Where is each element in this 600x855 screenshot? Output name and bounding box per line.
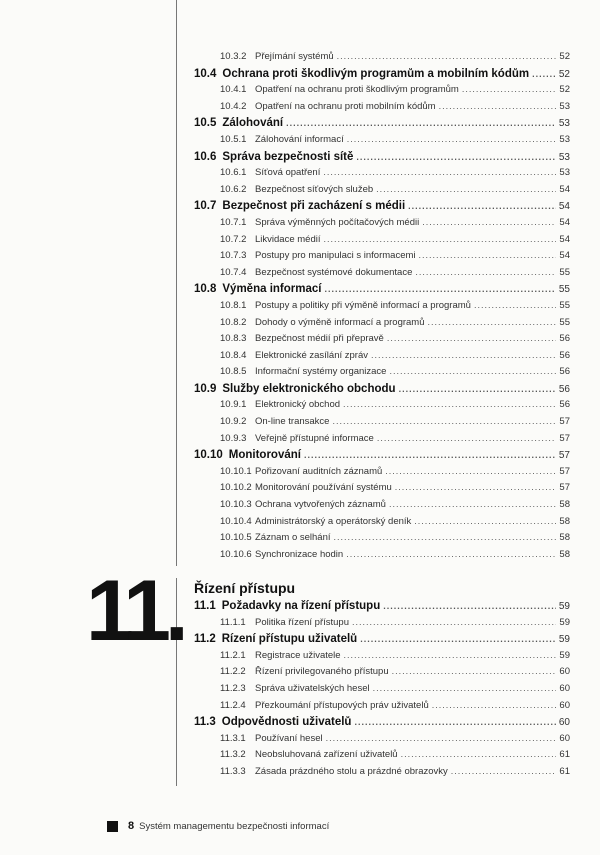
toc-section-entry [194,200,570,217]
entry-title: Veřejně přístupné informace [255,432,374,444]
dot-leader [346,549,556,559]
entry-page: 53 [559,100,570,112]
entry-number: 10.4.2 [220,100,247,112]
toc-subsection-entry [194,317,570,334]
entry-title: Přezkoumání přístupových práv uživatelů [255,699,429,711]
entry-number: 10.7.1 [220,216,247,228]
toc-subsection-entry [194,749,570,766]
chapter-title: Řízení přístupu [194,580,296,596]
entry-title: Bezpečnost médií při přepravě [255,333,384,345]
entry-title: Požadavky na řízení přístupu [221,600,381,612]
entry-title: Monitorování [228,449,301,462]
entry-page: 54 [559,233,570,245]
toc-subsection-entry [194,617,570,634]
toc-subsection-entry [194,366,570,383]
entry-page: 59 [558,601,570,612]
entry-page: 53 [558,118,570,130]
toc-subsection-entry [194,433,570,450]
entry-title: Ochrana proti škodlivým programům a mobilním kódům [222,67,530,80]
dot-leader [432,700,557,710]
entry-number: 10.7.2 [220,233,247,245]
entry-page: 54 [558,201,570,213]
toc-subsection-entry [194,84,570,101]
entry-number: 10.10.2 [220,482,252,494]
toc-subsection-entry [194,549,570,566]
dot-leader [344,650,557,660]
dot-leader [352,617,556,627]
entry-page: 60 [559,682,570,694]
entry-number: 10.10.6 [220,548,252,560]
dot-leader [401,749,557,759]
entry-title: Neobsluhovaná zařízení uživatelů [255,749,398,761]
toc-subsection-entry [194,683,570,700]
entry-title: Záznam o selhání [255,532,331,544]
dot-leader [419,250,557,260]
entry-page: 52 [559,51,570,62]
entry-title: Zásada prázdného stolu a prázdné obrazovky [255,765,448,777]
dot-leader [371,350,556,360]
toc-section-entry [194,716,570,733]
entry-page: 54 [559,216,570,228]
toc-subsection-entry [194,516,570,533]
entry-title: Postupy pro manipulaci s informacemi [255,250,416,262]
footer-square-mark [107,821,118,832]
entry-title: Registrace uživatele [255,649,341,661]
entry-title: Bezpečnost síťových služeb [255,183,374,195]
entry-page: 57 [558,450,570,462]
entry-number: 11.3.1 [220,732,246,744]
dot-leader [392,666,557,676]
entry-number: 10.10.1 [220,465,252,477]
entry-page: 56 [559,333,570,345]
entry-title: Správa bezpečnosti sítě [222,150,354,163]
entry-number: 10.4.1 [220,84,247,96]
entry-title: Elektronický obchod [255,399,341,411]
entry-number: 10.9 [194,382,217,395]
dot-leader [389,366,556,376]
entry-number: 11.2.1 [220,649,246,661]
entry-number: 10.8.5 [220,366,247,378]
entry-page: 55 [559,299,570,311]
entry-number: 10.6.2 [220,183,247,195]
entry-number: 10.10.5 [220,532,252,544]
entry-page: 59 [558,634,570,646]
dot-leader [332,416,556,426]
entry-title: Zálohování [222,117,284,130]
entry-page: 52 [558,68,570,80]
entry-title: On-line transakce [255,416,330,428]
entry-page: 56 [559,349,570,361]
entry-title: Odpovědnosti uživatelů [221,716,352,729]
entry-title: Zálohování informací [255,133,344,145]
dot-leader [451,766,557,776]
entry-title: Opatření na ochranu proti mobilním kódům [255,100,436,112]
toc-chapter-11 [194,600,570,783]
entry-number: 10.4 [194,67,217,80]
dot-leader [439,101,557,111]
entry-page: 58 [559,532,570,544]
dot-leader [324,284,555,294]
entry-page: 57 [559,416,570,428]
entry-title: Informační systémy organizace [255,366,387,378]
entry-page: 53 [558,151,570,163]
entry-number: 10.3.2 [220,51,247,62]
entry-number: 11.2.3 [220,682,246,694]
dot-leader [376,184,556,194]
entry-number: 10.8.4 [220,349,247,361]
toc-subsection-entry [194,267,570,284]
toc-section-entry [194,117,570,134]
toc-section-entry [194,600,570,617]
dot-leader [385,466,556,476]
entry-title: Monitorování používání systému [255,482,392,494]
entry-number: 10.10.3 [220,499,252,511]
toc-subsection-entry [194,134,570,151]
entry-page: 55 [559,316,570,328]
dot-leader [408,201,556,211]
toc-subsection-entry [194,350,570,367]
toc-subsection-entry [194,466,570,483]
toc-subsection-entry [194,499,570,516]
entry-page: 52 [559,84,570,96]
dot-leader [428,317,557,327]
entry-title: Politika řízení přístupu [255,616,349,628]
toc-section-entry [194,151,570,168]
entry-number: 10.10.4 [220,515,252,527]
entry-page: 57 [559,432,570,444]
toc-section-entry [194,633,570,650]
dot-leader [373,683,557,693]
entry-title: Likvidace médií [255,233,321,245]
toc-subsection-entry [194,250,570,267]
entry-title: Postupy a politiky při výměně informací a programů [255,299,471,311]
entry-title: Ochrana vytvořených záznamů [255,499,386,511]
entry-number: 11.2 [194,633,216,646]
entry-title: Síťová opatření [255,167,321,179]
dot-leader [337,51,557,61]
dot-leader [462,84,557,94]
toc-subsection-entry [194,532,570,549]
entry-number: 10.10 [194,449,223,462]
entry-page: 54 [559,250,570,262]
toc-section-10 [194,51,570,565]
toc-subsection-entry [194,700,570,717]
entry-page: 60 [558,717,570,729]
entry-title: Přejímání systémů [255,51,334,62]
entry-page: 60 [559,699,570,711]
entry-number: 10.9.1 [220,399,247,411]
dot-leader [415,267,556,277]
toc-subsection-entry [194,399,570,416]
toc-subsection-entry [194,51,570,68]
entry-page: 53 [559,133,570,145]
entry-number: 10.6.1 [220,167,247,179]
dot-leader [304,450,556,460]
entry-title: Administrátorský a operátorský deník [255,515,412,527]
dot-leader [286,118,556,128]
dot-leader [334,532,557,542]
entry-number: 10.5 [194,117,217,130]
entry-number: 11.2.2 [220,666,246,678]
dot-leader [343,399,556,409]
toc-subsection-entry [194,217,570,234]
entry-page: 57 [559,465,570,477]
dot-leader [399,384,556,394]
toc-section-entry [194,68,570,85]
entry-title: Bezpečnost systémové dokumentace [255,266,413,278]
page-footer [107,820,329,832]
entry-page: 56 [559,366,570,378]
entry-number: 10.9.3 [220,432,247,444]
entry-number: 10.7.3 [220,250,247,262]
toc-subsection-entry [194,234,570,251]
chapter-number: 11. [86,563,183,659]
entry-page: 56 [558,383,570,395]
book-title: Systém managementu bezpečnosti informací [139,820,330,832]
entry-title: Řízení přístupu uživatelů [221,633,358,646]
entry-number: 10.8.1 [220,299,247,311]
entry-title: Synchronizace hodin [255,548,344,560]
toc-subsection-entry [194,482,570,499]
dot-leader [377,433,557,443]
entry-page: 58 [559,548,570,560]
dot-leader [354,717,555,727]
toc-subsection-entry [194,300,570,317]
entry-number: 10.7.4 [220,266,247,278]
entry-page: 54 [559,183,570,195]
entry-number: 10.7 [194,200,217,213]
entry-title: Opatření na ochranu proti škodlivým programům [255,84,459,96]
dot-leader [422,217,556,227]
dot-leader [532,69,556,79]
toc-subsection-entry [194,333,570,350]
entry-number: 10.9.2 [220,416,247,428]
dot-leader [356,152,555,162]
entry-number: 11.2.4 [220,699,246,711]
entry-number: 11.1 [194,600,216,612]
toc-subsection-entry [194,167,570,184]
entry-title: Služby elektronického obchodu [222,382,396,395]
toc-section-entry [194,449,570,466]
entry-number: 10.6 [194,150,217,163]
entry-number: 11.1.1 [220,616,246,628]
entry-page: 61 [559,765,570,777]
dot-leader [383,601,556,611]
entry-number: 10.8.3 [220,333,247,345]
entry-page: 58 [559,515,570,527]
toc-subsection-entry [194,101,570,118]
dot-leader [395,482,557,492]
toc-subsection-entry [194,184,570,201]
entry-number: 10.8 [194,283,217,296]
entry-page: 56 [559,399,570,411]
dot-leader [387,333,557,343]
entry-number: 10.8.2 [220,316,247,328]
entry-title: Dohody o výměně informací a programů [255,316,425,328]
dot-leader [323,167,556,177]
entry-page: 58 [559,499,570,511]
dot-leader [347,134,557,144]
entry-number: 11.3.2 [220,749,246,761]
entry-title: Používaní hesel [255,732,323,744]
entry-number: 11.3 [194,716,216,729]
toc-subsection-entry [194,733,570,750]
entry-page: 60 [559,732,570,744]
entry-title: Pořizovaní auditních záznamů [255,465,383,477]
dot-leader [389,499,556,509]
entry-page: 53 [559,167,570,179]
dot-leader [474,300,556,310]
entry-title: Elektronické zasílání zpráv [255,349,368,361]
toc-section-entry [194,283,570,300]
entry-number: 11.3.3 [220,765,246,777]
page-number: 8 [128,820,135,832]
toc-subsection-entry [194,666,570,683]
entry-page: 57 [559,482,570,494]
dot-leader [360,634,556,644]
toc-section-entry [194,383,570,400]
dot-leader [326,733,557,743]
entry-title: Bezpečnost při zacházení s médii [222,200,406,213]
entry-page: 61 [559,749,570,761]
toc-subsection-entry [194,416,570,433]
margin-rule-top [176,0,177,566]
entry-title: Správa uživatelských hesel [255,682,370,694]
entry-title: Řízení privilegovaného přístupu [255,666,389,678]
entry-title: Správa výměnných počítačových médii [255,216,420,228]
entry-page: 60 [559,666,570,678]
toc-subsection-entry [194,766,570,783]
entry-page: 55 [558,284,570,296]
dot-leader [323,234,556,244]
entry-page: 59 [559,616,570,628]
entry-title: Výměna informací [222,283,322,296]
entry-number: 10.5.1 [220,133,247,145]
dot-leader [414,516,556,526]
entry-page: 59 [559,649,570,661]
toc-subsection-entry [194,650,570,667]
entry-page: 55 [559,266,570,278]
